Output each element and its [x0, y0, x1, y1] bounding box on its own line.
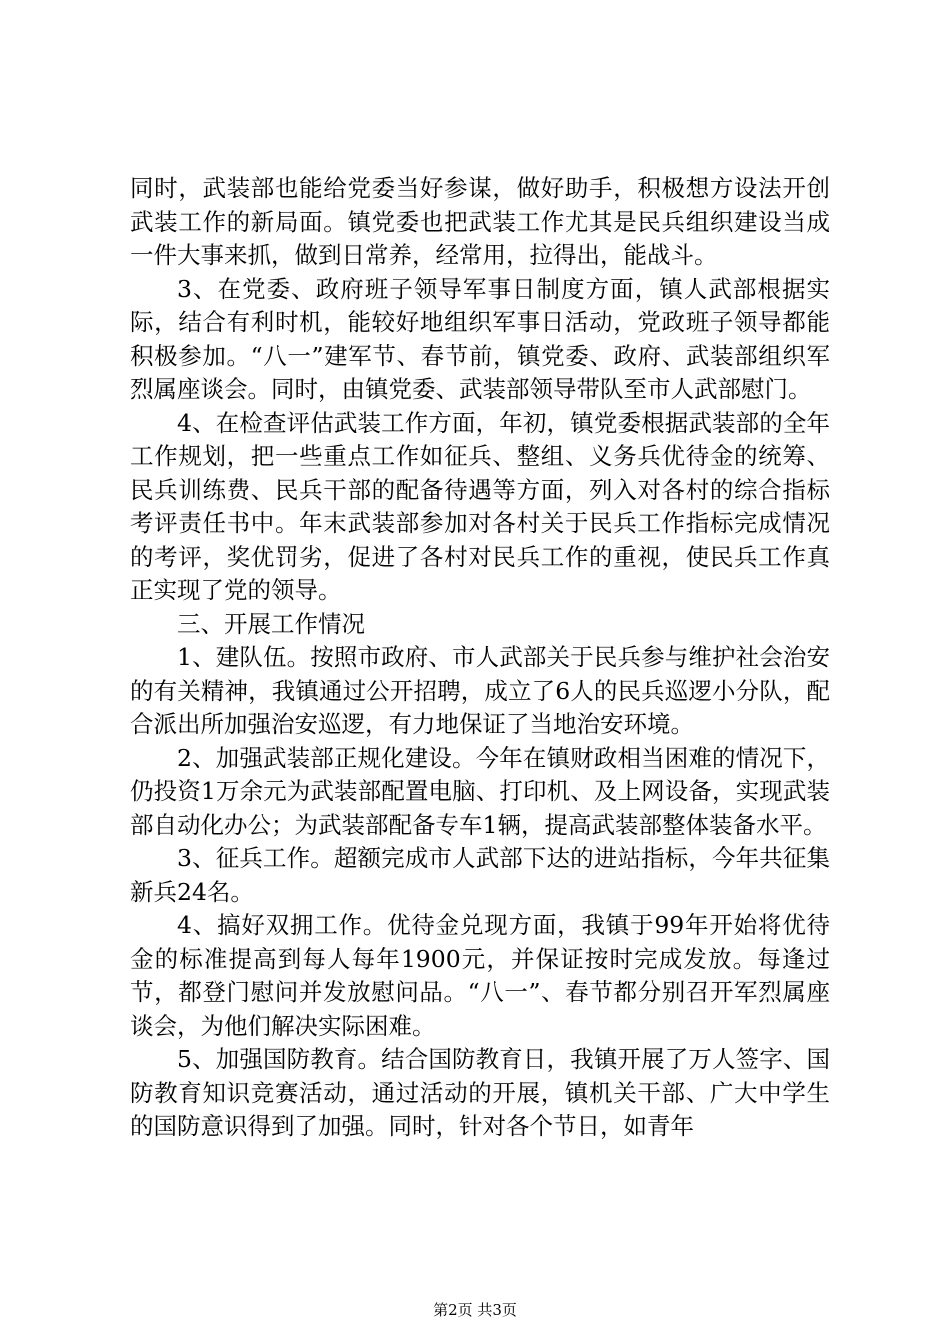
page-footer — [0, 1300, 950, 1320]
page-number: 第2页 共3页 — [433, 1301, 517, 1319]
paragraph: 5、加强国防教育。结合国防教育日，我镇开展了万人签字、国防教育知识竞赛活动，通过活动的开展，镇机关干部、广大中学生的国防意识得到了加强。同时，针对各个节日，如青年 — [130, 1045, 830, 1140]
paragraph: 1、建队伍。按照市政府、市人武部关于民兵参与维护社会治安的有关精神，我镇通过公开招聘，成立了6人的民兵巡逻小分队，配合派出所加强治安巡逻，有力地保证了当地治安环境。 — [130, 643, 830, 738]
paragraph: 同时，武装部也能给党委当好参谋，做好助手，积极想方设法开创武装工作的新局面。镇党委也把武装工作尤其是民兵组织建设当成一件大事来抓，做到日常养，经常用，拉得出，能战斗。 — [130, 174, 830, 269]
paragraph: 3、征兵工作。超额完成市人武部下达的进站指标，今年共征集新兵24名。 — [130, 844, 830, 906]
section-heading: 三、开展工作情况 — [177, 609, 365, 638]
paragraph: 3、在党委、政府班子领导军事日制度方面，镇人武部根据实际，结合有利时机，能较好地组织军事日活动，党政班子领导都能积极参加。“八一”建军节、春节前，镇党委、政府、武装部组织军烈属座谈会。同时，由镇党委、武装部领导带队至市人武部慰门。 — [130, 274, 830, 403]
document-body — [130, 172, 830, 1144]
paragraph: 4、搞好双拥工作。优待金兑现方面，我镇于99年开始将优待金的标准提高到每人每年1900元，并保证按时完成发放。每逢过节，都登门慰问并发放慰问品。“八一”、春节都分别召开军烈属座谈会，为他们解决实际困难。 — [130, 911, 830, 1040]
paragraph: 4、在检查评估武装工作方面，年初，镇党委根据武装部的全年工作规划，把一些重点工作如征兵、整组、义务兵优待金的统筹、民兵训练费、民兵干部的配备待遇等方面，列入对各村的综合指标考评责任书中。年末武装部参加对各村关于民兵工作指标完成情况的考评，奖优罚劣，促进了各村对民兵工作的重视，使民兵工作真正实现了党的领导。 — [130, 408, 830, 604]
paragraph: 2、加强武装部正规化建设。今年在镇财政相当困难的情况下，仍投资1万余元为武装部配置电脑、打印机、及上网设备，实现武装部自动化办公；为武装部配备专车1辆，提高武装部整体装备水平。 — [130, 743, 830, 839]
